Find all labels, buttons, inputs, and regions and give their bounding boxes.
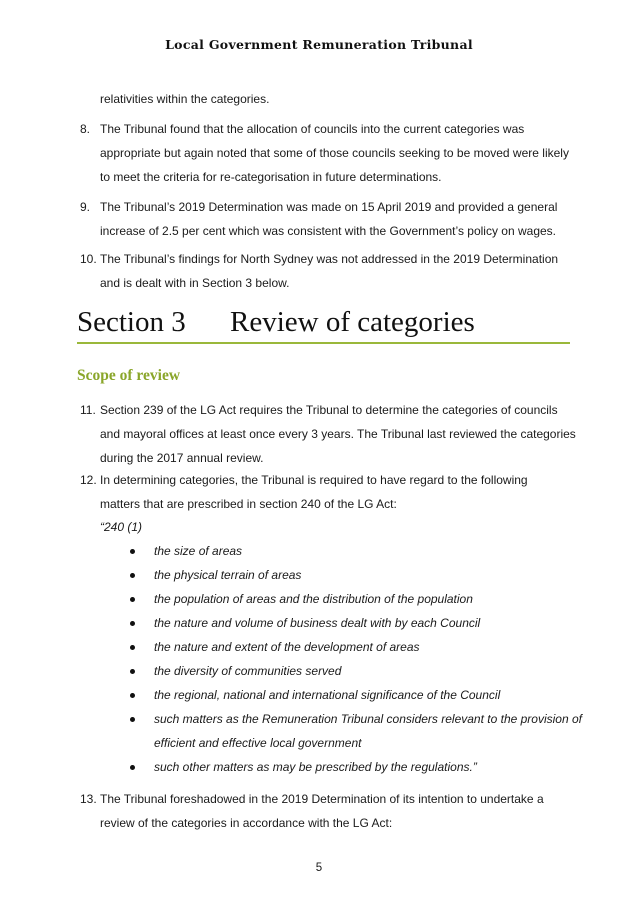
para-line: The Tribunal’s 2019 Determination was made on 15 April 2019 and provided a general bbox=[100, 200, 558, 214]
para-line: and is dealt with in Section 3 below. bbox=[100, 276, 290, 290]
intro-line: relativities within the categories. bbox=[100, 92, 270, 106]
list-item-text: efficient and effective local government bbox=[154, 736, 362, 750]
page-header: Local Government Remuneration Tribunal bbox=[165, 37, 473, 52]
section-number: Section 3 bbox=[77, 306, 186, 338]
list-item-text: the size of areas bbox=[154, 544, 243, 558]
subheading: Scope of review bbox=[77, 367, 181, 384]
para-line: In determining categories, the Tribunal is required to have regard to the following bbox=[100, 473, 528, 487]
para-line: during the 2017 annual review. bbox=[100, 451, 264, 465]
section-rule bbox=[77, 342, 570, 344]
page-number: 5 bbox=[315, 862, 323, 874]
bullet-icon bbox=[130, 549, 135, 554]
para-line: and mayoral offices at least once every 3 years. The Tribunal last reviewed the categories bbox=[100, 427, 576, 441]
para-number: 10. bbox=[80, 252, 97, 266]
para-line: increase of 2.5 per cent which was consistent with the Government’s policy on wages. bbox=[100, 224, 557, 238]
para-line: The Tribunal foreshadowed in the 2019 Determination of its intention to undertake a bbox=[100, 792, 544, 806]
list-item-text: the regional, national and international significance of the Council bbox=[154, 688, 501, 702]
para-line: Section 239 of the LG Act requires the Tribunal to determine the categories of councils bbox=[100, 403, 558, 417]
bullet-icon bbox=[130, 573, 135, 578]
para-number: 11. bbox=[80, 403, 96, 417]
para-number: 13. bbox=[80, 792, 97, 806]
para-number: 12. bbox=[80, 473, 97, 487]
list-item-text: the nature and volume of business dealt with by each Council bbox=[154, 616, 481, 630]
para-number: 9. bbox=[80, 200, 91, 214]
bullet-icon bbox=[130, 621, 135, 626]
bullet-icon bbox=[130, 669, 135, 674]
para-line: review of the categories in accordance with the LG Act: bbox=[100, 816, 393, 830]
section-title: Review of categories bbox=[230, 306, 475, 338]
para-number: 8. bbox=[80, 122, 91, 136]
bullet-icon bbox=[130, 645, 135, 650]
para-line: The Tribunal’s findings for North Sydney was not addressed in the 2019 Determination bbox=[100, 252, 559, 266]
bullet-icon bbox=[130, 597, 135, 602]
para-line: The Tribunal found that the allocation of councils into the current categories was bbox=[100, 122, 525, 136]
list-item-text: the physical terrain of areas bbox=[154, 568, 302, 582]
quote-lead: “240 (1) bbox=[100, 520, 143, 534]
list-item-text: the nature and extent of the development of areas bbox=[154, 640, 420, 654]
section-heading bbox=[77, 304, 475, 340]
list-item-text: such matters as the Remuneration Tribunal considers relevant to the provision of bbox=[154, 712, 582, 726]
para-line: to meet the criteria for re-categorisation in future determinations. bbox=[100, 170, 442, 184]
bullet-icon bbox=[130, 765, 135, 770]
para-line: appropriate but again noted that some of those councils seeking to be moved were likely bbox=[100, 146, 569, 160]
list-item-text: the population of areas and the distribution of the population bbox=[154, 592, 473, 606]
list-item-text: such other matters as may be prescribed by the regulations.” bbox=[154, 760, 477, 774]
bullet-icon bbox=[130, 693, 135, 698]
bullet-icon bbox=[130, 717, 135, 722]
para-line: matters that are prescribed in section 240 of the LG Act: bbox=[100, 497, 397, 511]
list-item-text: the diversity of communities served bbox=[154, 664, 342, 678]
